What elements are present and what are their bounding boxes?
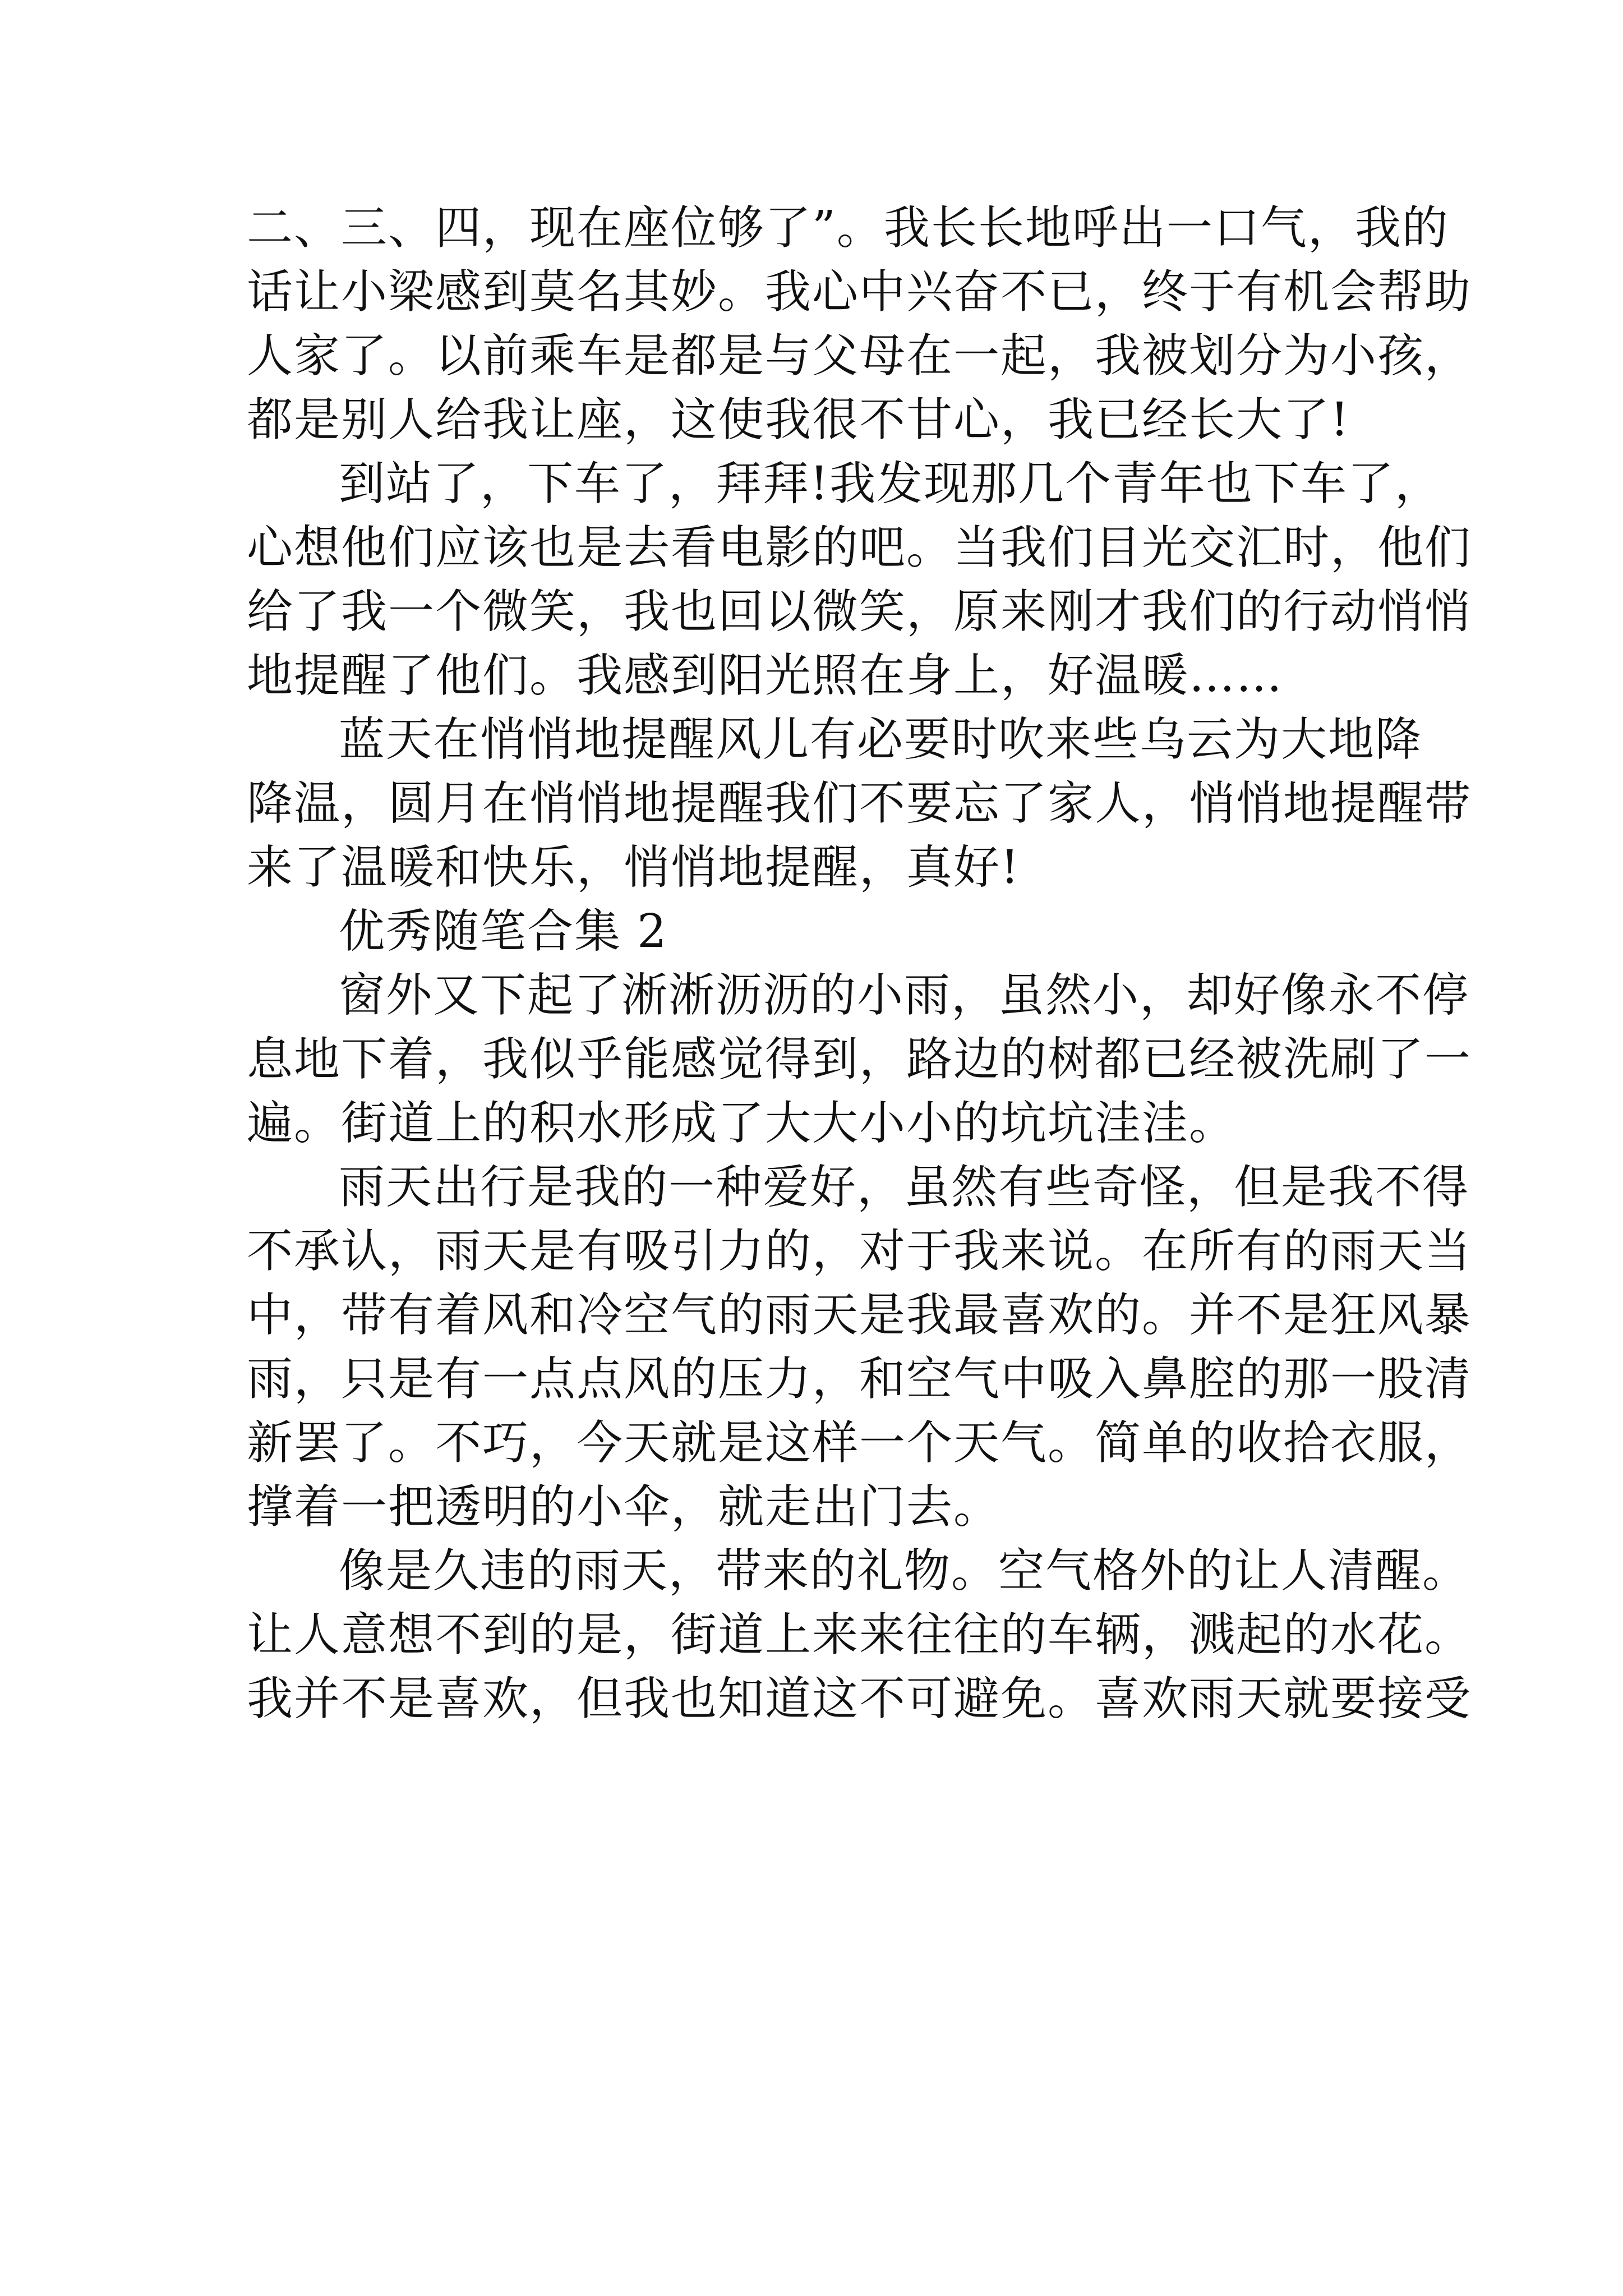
section-heading: 优秀随笔合集 2 [339, 905, 668, 958]
text-line: 地提醒了他们。我感到阳光照在身上，好温暖…… [247, 649, 1284, 702]
text-line: 遍。街道上的积水形成了大大小小的坑坑洼洼。 [247, 1097, 1237, 1150]
paragraph-3 [247, 708, 1472, 900]
text-line: 到站了，下车了，拜拜!我发现那几个青年也下车了， [339, 457, 1442, 510]
text-line: 我并不是喜欢，但我也知道这不可避免。喜欢雨天就要接受 [247, 1672, 1472, 1726]
text-line: 话让小梁感到莫名其妙。我心中兴奋不已，终于有机会帮助 [247, 265, 1472, 319]
text-line: 撑着一把透明的小伞，就走出门去。 [247, 1480, 1001, 1534]
text-line: 窗外又下起了淅淅沥沥的小雨，虽然小，却好像永不停 [339, 969, 1470, 1022]
text-line: 让人意想不到的是，街道上来来往往的车辆，溅起的水花。 [247, 1608, 1472, 1662]
document-body [247, 196, 1472, 1731]
text-line: 心想他们应该也是去看电影的吧。当我们目光交汇时，他们 [247, 521, 1472, 574]
paragraph-2 [247, 452, 1472, 708]
text-line: 雨，只是有一点点风的压力，和空气中吸入鼻腔的那一股清 [247, 1352, 1472, 1406]
paragraph-4 [247, 964, 1472, 1156]
text-line: 像是久违的雨天，带来的礼物。空气格外的让人清醒。 [339, 1544, 1470, 1598]
text-line: 蓝天在悄悄地提醒风儿有必要时吹来些乌云为大地降 [339, 713, 1423, 766]
text-line: 降温，圆月在悄悄地提醒我们不要忘了家人，悄悄地提醒带 [247, 777, 1472, 830]
text-line: 来了温暖和快乐，悄悄地提醒，真好! [247, 841, 1020, 894]
text-line: 中，带有着风和冷空气的雨天是我最喜欢的。并不是狂风暴 [247, 1289, 1472, 1342]
text-line: 人家了。以前乘车是都是与父母在一起，我被划分为小孩， [247, 329, 1472, 383]
paragraph-1 [247, 196, 1472, 452]
text-line: 息地下着，我似乎能感觉得到，路边的树都已经被洗刷了一 [247, 1033, 1472, 1086]
text-line: 雨天出行是我的一种爱好，虽然有些奇怪，但是我不得 [339, 1161, 1470, 1214]
text-line: 二、三、四，现在座位够了”。我长长地呼出一口气，我的 [247, 201, 1449, 255]
paragraph-5 [247, 1156, 1472, 1539]
paragraph-6 [247, 1539, 1472, 1731]
text-line: 都是别人给我让座，这使我很不甘心，我已经长大了! [247, 393, 1350, 447]
text-line: 不承认，雨天是有吸引力的，对于我来说。在所有的雨天当 [247, 1225, 1472, 1278]
text-line: 给了我一个微笑，我也回以微笑，原来刚才我们的行动悄悄 [247, 585, 1472, 638]
text-line: 新罢了。不巧，今天就是这样一个天气。简单的收拾衣服， [247, 1416, 1472, 1470]
